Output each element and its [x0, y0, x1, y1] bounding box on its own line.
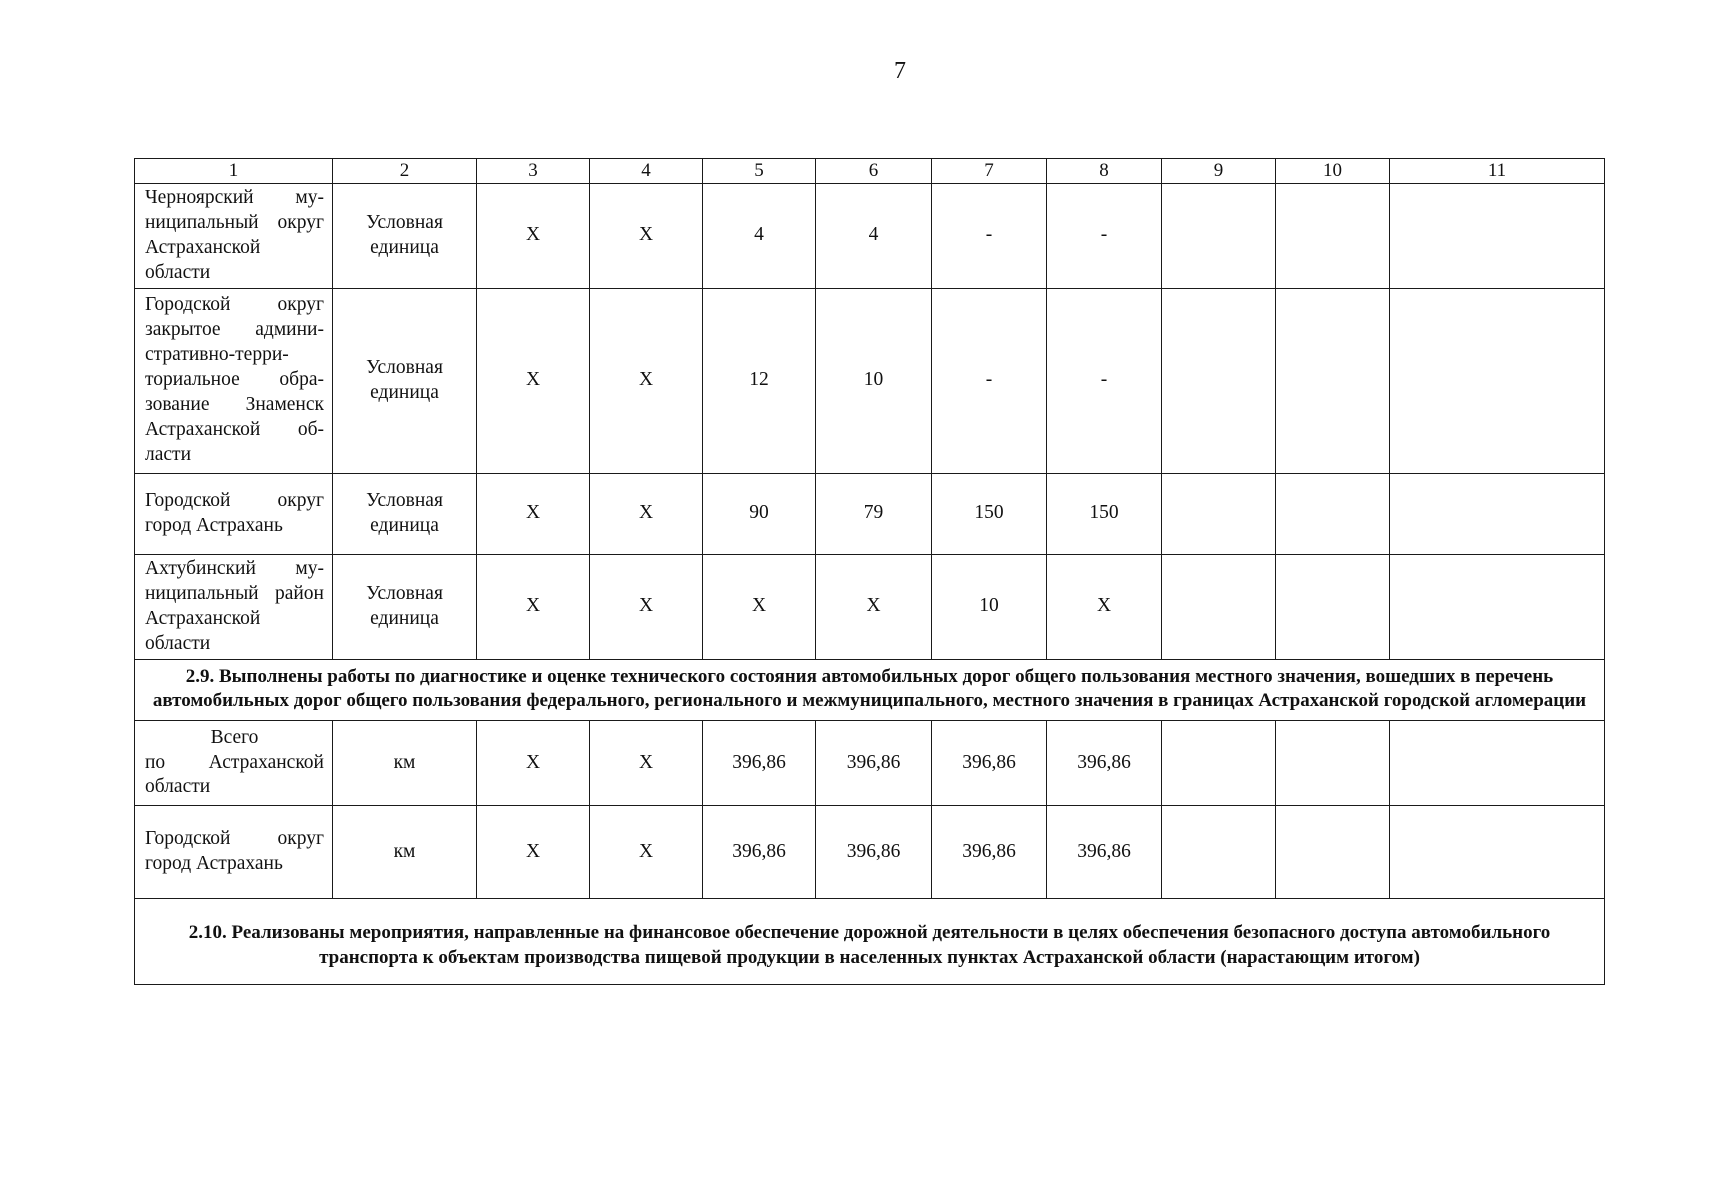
value-col-10 — [1276, 184, 1390, 289]
value-col-4: X — [590, 473, 703, 554]
value-col-7: - — [932, 184, 1047, 289]
value-col-5: X — [703, 554, 816, 659]
unit-of-measure: км — [333, 806, 477, 899]
column-number: 9 — [1162, 159, 1276, 184]
value-col-3: X — [477, 806, 590, 899]
value-col-3: X — [477, 184, 590, 289]
table-row — [135, 806, 1605, 899]
value-col-7: 396,86 — [932, 721, 1047, 806]
value-col-11 — [1390, 184, 1605, 289]
value-col-9 — [1162, 806, 1276, 899]
value-col-9 — [1162, 473, 1276, 554]
value-col-6: 396,86 — [816, 806, 932, 899]
value-col-9 — [1162, 288, 1276, 473]
municipality-name: Городской округ закрытое административно-территориальное образование Знаменск Астраханской области — [135, 288, 333, 473]
column-number: 10 — [1276, 159, 1390, 184]
column-number: 5 — [703, 159, 816, 184]
value-col-9 — [1162, 184, 1276, 289]
value-col-10 — [1276, 721, 1390, 806]
value-col-10 — [1276, 806, 1390, 899]
column-number: 4 — [590, 159, 703, 184]
value-col-7: - — [932, 288, 1047, 473]
data-table — [134, 158, 1605, 985]
value-col-3: X — [477, 288, 590, 473]
table-row — [135, 184, 1605, 289]
value-col-11 — [1390, 288, 1605, 473]
value-col-7: 396,86 — [932, 806, 1047, 899]
value-col-6: 79 — [816, 473, 932, 554]
value-col-11 — [1390, 554, 1605, 659]
value-col-4: X — [590, 806, 703, 899]
value-col-10 — [1276, 554, 1390, 659]
value-col-9 — [1162, 721, 1276, 806]
total-region-label: по Астраханской области — [145, 751, 324, 798]
value-col-5: 396,86 — [703, 806, 816, 899]
table-row — [135, 721, 1605, 806]
value-col-11 — [1390, 473, 1605, 554]
column-number: 6 — [816, 159, 932, 184]
municipality-name: Городской округ город Астрахань — [135, 473, 333, 554]
section-heading-2-9: 2.9. Выполнены работы по диагностике и оценке технического состояния автомобильных дорог общего пользования местного значения, вошедших в перечень автомобильных дорог общего пользования федерального, регионального и межмуниципального, местного значения в границах Астраханской городской агломерации — [135, 659, 1605, 720]
value-col-10 — [1276, 473, 1390, 554]
total-label: Всего — [210, 726, 259, 748]
value-col-5: 4 — [703, 184, 816, 289]
unit-of-measure: Условная единица — [333, 473, 477, 554]
unit-of-measure: км — [333, 721, 477, 806]
value-col-3: X — [477, 473, 590, 554]
municipality-name — [135, 721, 333, 806]
table-row — [135, 288, 1605, 473]
value-col-8: 150 — [1047, 473, 1162, 554]
value-col-4: X — [590, 184, 703, 289]
value-col-6: X — [816, 554, 932, 659]
value-col-3: X — [477, 721, 590, 806]
value-col-4: X — [590, 288, 703, 473]
column-number: 3 — [477, 159, 590, 184]
table-row — [135, 473, 1605, 554]
column-number-row — [135, 159, 1605, 184]
value-col-6: 396,86 — [816, 721, 932, 806]
value-col-6: 4 — [816, 184, 932, 289]
value-col-8: - — [1047, 184, 1162, 289]
value-col-7: 10 — [932, 554, 1047, 659]
value-col-9 — [1162, 554, 1276, 659]
column-number: 8 — [1047, 159, 1162, 184]
value-col-11 — [1390, 721, 1605, 806]
value-col-4: X — [590, 554, 703, 659]
value-col-4: X — [590, 721, 703, 806]
value-col-3: X — [477, 554, 590, 659]
value-col-11 — [1390, 806, 1605, 899]
municipality-name: Ахтубинский муниципальный район Астраханской области — [135, 554, 333, 659]
column-number: 2 — [333, 159, 477, 184]
unit-of-measure: Условная единица — [333, 554, 477, 659]
section-row-2-9 — [135, 659, 1605, 720]
value-col-8: - — [1047, 288, 1162, 473]
value-col-8: 396,86 — [1047, 806, 1162, 899]
value-col-8: X — [1047, 554, 1162, 659]
value-col-5: 396,86 — [703, 721, 816, 806]
value-col-8: 396,86 — [1047, 721, 1162, 806]
column-number: 7 — [932, 159, 1047, 184]
page-number: 7 — [894, 58, 906, 84]
section-heading-2-10: 2.10. Реализованы мероприятия, направленные на финансовое обеспечение дорожной деятельности в целях обеспечения безопасного доступа автомобильного транспорта к объектам производства пищевой продукции в населенных пунктах Астраханской области (нарастающим итогом) — [135, 899, 1605, 985]
column-number: 1 — [135, 159, 333, 184]
value-col-5: 12 — [703, 288, 816, 473]
value-col-7: 150 — [932, 473, 1047, 554]
section-row-2-10 — [135, 899, 1605, 985]
unit-of-measure: Условная единица — [333, 184, 477, 289]
column-number: 11 — [1390, 159, 1605, 184]
unit-of-measure: Условная единица — [333, 288, 477, 473]
municipality-name: Городской округ город Астрахань — [135, 806, 333, 899]
value-col-5: 90 — [703, 473, 816, 554]
value-col-10 — [1276, 288, 1390, 473]
table-row — [135, 554, 1605, 659]
value-col-6: 10 — [816, 288, 932, 473]
municipality-name: Черноярский муниципальный округ Астраханской области — [135, 184, 333, 289]
